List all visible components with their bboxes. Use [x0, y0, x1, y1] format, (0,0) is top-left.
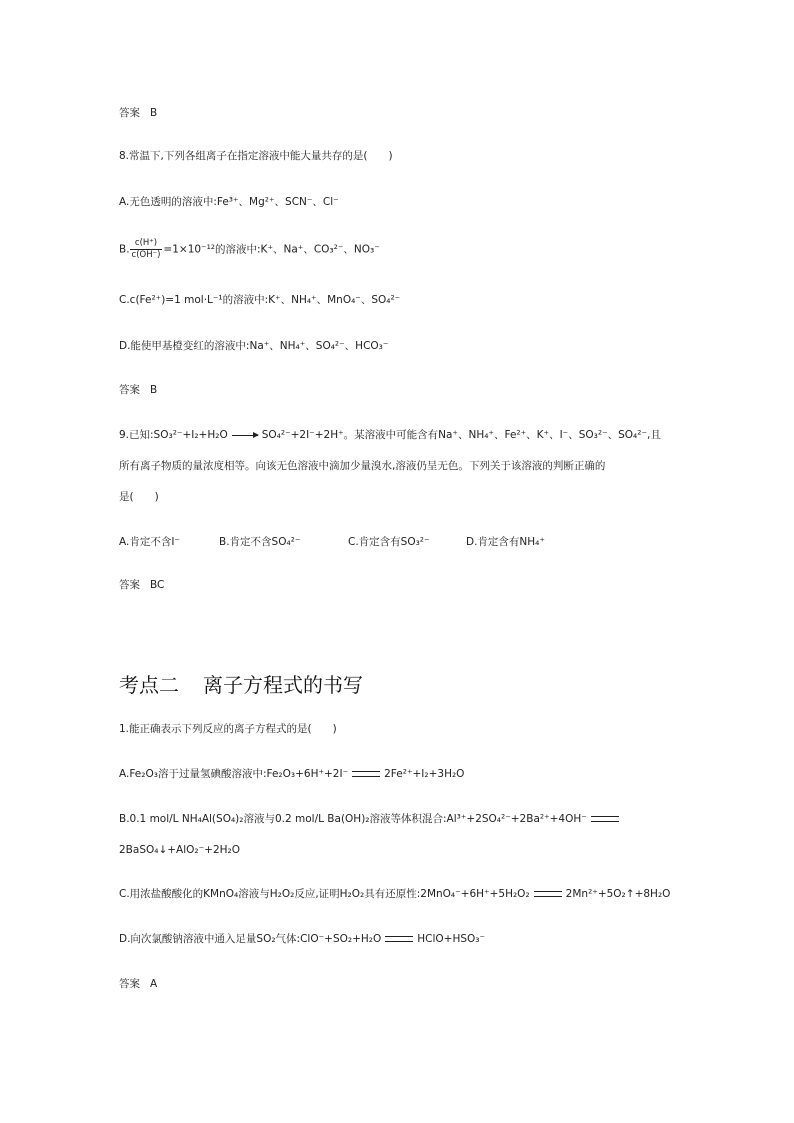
question-8-stem: 8.常温下,下列各组离子在指定溶液中能大量共存的是( ) — [119, 150, 393, 162]
question-9-options — [119, 537, 545, 548]
answer-line — [119, 108, 157, 119]
equals-sign-icon — [385, 936, 413, 942]
section-number: 考点二 — [119, 673, 179, 697]
option-b-rest: =1×10⁻¹²的溶液中:K⁺、Na⁺、CO₃²⁻、NO₃⁻ — [163, 243, 380, 256]
answer-line — [119, 979, 157, 990]
s2-question-1-stem: 1.能正确表示下列反应的离子方程式的是( ) — [119, 723, 337, 735]
question-8-option-d: D.能使甲基橙变红的溶液中:Na⁺、NH₄⁺、SO₄²⁻、HCO₃⁻ — [119, 340, 389, 352]
equals-sign-icon — [352, 771, 380, 777]
s2-question-1-option-d — [119, 934, 485, 945]
option-d-reactants: D.向次氯酸钠溶液中通入足量SO₂气体:ClO⁻+SO₂+H₂O — [119, 933, 382, 945]
answer-line — [119, 580, 164, 591]
question-9-option-a: A.肯定不含I⁻ — [119, 536, 180, 548]
s2-question-1-option-a — [119, 769, 464, 780]
question-9-line-1 — [119, 430, 661, 441]
answer-value: B — [150, 384, 158, 396]
question-9-line-3: 是( ) — [119, 491, 159, 503]
equals-sign-icon — [591, 816, 619, 822]
question-8-option-a: A.无色透明的溶液中:Fe³⁺、Mg²⁺、SCN⁻、Cl⁻ — [119, 196, 339, 208]
answer-value: A — [150, 978, 158, 990]
option-d-products: HClO+HSO₃⁻ — [417, 933, 486, 945]
equals-sign-icon — [534, 891, 562, 897]
answer-label: 答案 — [119, 384, 140, 396]
s2-question-1-option-b-line-2: 2BaSO₄↓+AlO₂⁻+2H₂O — [119, 844, 241, 856]
reaction-products-and-conditions: SO₄²⁻+2I⁻+2H⁺。某溶液中可能含有Na⁺、NH₄⁺、Fe²⁺、K⁺、I⁻、SO₃²⁻、SO₄²⁻,且 — [261, 429, 661, 441]
fraction-numerator: c(H⁺) — [130, 238, 163, 250]
question-9-line-2: 所有离子物质的量浓度相等。向该无色溶液中滴加少量溴水,溶液仍呈无色。下列关于该溶液的判断正确的 — [119, 460, 606, 472]
answer-value: B — [150, 107, 158, 119]
answer-label: 答案 — [119, 978, 140, 990]
question-9-option-d: D.肯定含有NH₄⁺ — [466, 536, 545, 548]
s2-question-1-option-c — [119, 889, 670, 900]
option-c-products: 2Mn²⁺+5O₂↑+8H₂O — [565, 888, 671, 900]
question-8-option-c: C.c(Fe²⁺)=1 mol·L⁻¹的溶液中:K⁺、NH₄⁺、MnO₄⁻、SO₄²⁻ — [119, 294, 401, 306]
s2-question-1-option-b-line-1 — [119, 814, 623, 825]
section-heading — [119, 669, 363, 698]
option-c-reactants: C.用浓盐酸酸化的KMnO₄溶液与H₂O₂反应,证明H₂O₂具有还原性:2MnO₄⁻+6H⁺+5H₂O₂ — [119, 888, 530, 900]
option-b-prefix: B. — [119, 243, 130, 256]
option-a-reactants: A.Fe₂O₃溶于过量氢碘酸溶液中:Fe₂O₃+6H⁺+2I⁻ — [119, 768, 349, 780]
answer-value: BC — [150, 579, 165, 591]
question-9-option-c: C.肯定含有SO₃²⁻ — [348, 536, 430, 548]
answer-label: 答案 — [119, 579, 140, 591]
reaction-reactants: 9.已知:SO₃²⁻+I₂+H₂O — [119, 429, 228, 441]
question-8-option-b — [119, 238, 380, 261]
fraction-denominator: c(OH⁻) — [131, 250, 161, 260]
reaction-arrow-icon — [232, 435, 258, 436]
section-title: 离子方程式的书写 — [203, 673, 363, 697]
option-a-products: 2Fe²⁺+I₂+3H₂O — [384, 768, 465, 780]
answer-label: 答案 — [119, 107, 140, 119]
answer-line — [119, 385, 157, 396]
option-b-reactants: B.0.1 mol/L NH₄Al(SO₄)₂溶液与0.2 mol/L Ba(OH)₂溶液等体积混合:Al³⁺+2SO₄²⁻+2Ba²⁺+4OH⁻ — [119, 813, 587, 825]
question-9-option-b: B.肯定不含SO₄²⁻ — [219, 536, 301, 548]
concentration-ratio-fraction — [130, 238, 163, 261]
